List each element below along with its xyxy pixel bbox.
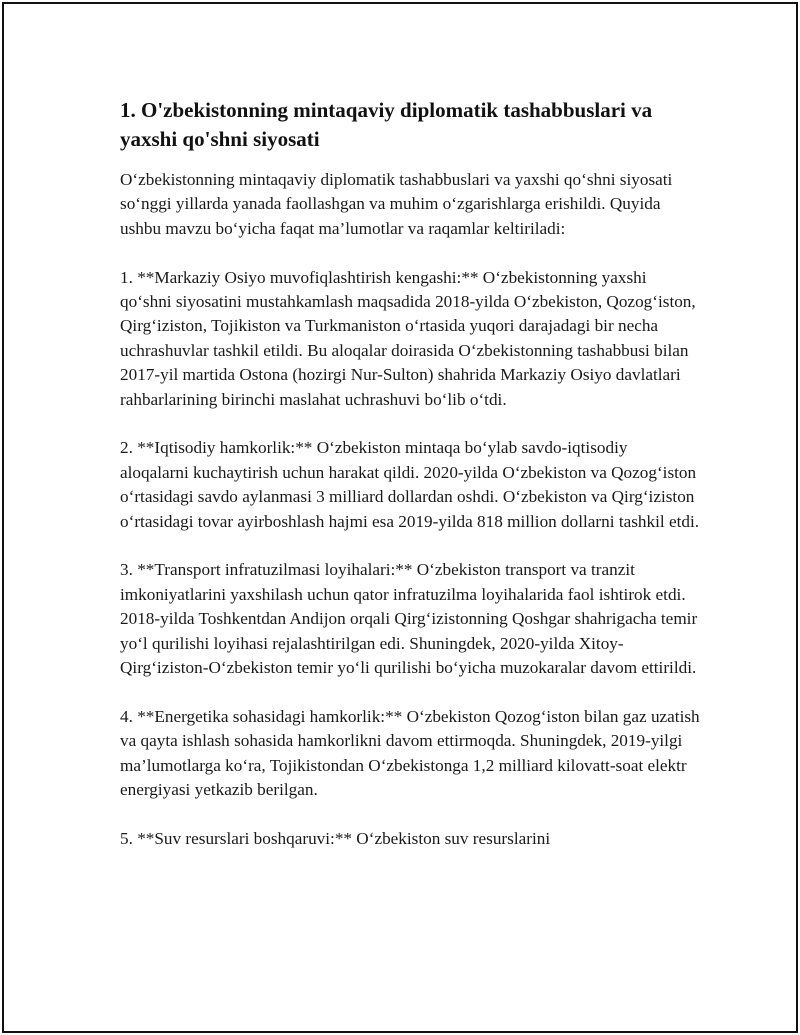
paragraph-energy-cooperation: 4. **Energetika sohasidagi hamkorlik:** O‘zbekiston Qozog‘iston bilan gaz uzatish va qayta ishlash sohasida hamkorlikni davom ettirmoqda. Shuningdek, 2019-yilgi ma’lumotlarga ko‘ra, Tojikistondan O‘zbekistonga 1,2 milliard kilovatt-soat elektr energiyasi yetkazib berilgan. (120, 706, 700, 800)
paragraph-central-asia-council: 1. **Markaziy Osiyo muvofiqlashtirish kengashi:** O‘zbekistonning yaxshi qo‘shni siyosatini mustahkamlash maqsadida 2018-yilda O‘zbekiston, Qozog‘iston, Qirg‘iziston, Tojikiston va Turkmaniston o‘rtasida yuqori darajadagi bir necha uchrashuvlar tashkil etildi. Bu aloqalar doirasida O‘zbekistonning tashabbusi bilan 2017-yil martida Ostona (hozirgi Nur-Sulton) shahrida Markaziy Osiyo davlatlari rahbarlarining birinchi maslahat uchrashuvi bo‘lib o‘tdi. (120, 267, 696, 409)
paragraph-transport-infrastructure: 3. **Transport infratuzilmasi loyihalari:** O‘zbekiston transport va tranzit imkoniyatlarini yaxshilash uchun qator infratuzilma loyihalarida faol ishtirok etdi. 2018-yilda Toshkentdan Andijon orqali Qirg‘izistonning Qoshgar shahrigacha temir yo‘l qurilishi loyihasi rejalashtirilgan edi. Shuningdek, 2020-yilda Xitoy-Qirg‘iziston-O‘zbekiston temir yo‘li qurilishi bo‘yicha muzokaralar davom ettirildi. (120, 560, 698, 678)
document-body (120, 96, 700, 876)
paragraph-water-resources: 5. **Suv resurslari boshqaruvi:** O‘zbekiston suv resurslarini (120, 828, 551, 848)
page-border (2, 2, 798, 1033)
section-heading: 1. O'zbekistonning mintaqaviy diplomatik tashabbuslari va yaxshi qo'shni siyosati (120, 98, 653, 151)
paragraph-economic-cooperation: 2. **Iqtisodiy hamkorlik:** O‘zbekiston mintaqa bo‘ylab savdo-iqtisodiy aloqalarni kuchaytirish uchun harakat qildi. 2020-yilda O‘zbekiston va Qozog‘iston o‘rtasidagi savdo aylanmasi 3 milliard dollardan oshdi. O‘zbekiston va Qirg‘iziston o‘rtasidagi tovar ayirboshlash hajmi esa 2019-yilda 818 million dollarni tashkil etdi. (120, 438, 700, 531)
intro-paragraph: O‘zbekistonning mintaqaviy diplomatik tashabbuslari va yaxshi qo‘shni siyosati so‘nggi yillarda yanada faollashgan va muhim o‘zgarishlarga erishildi. Quyida ushbu mavzu bo‘yicha faqat ma’lumotlar va raqamlar keltiriladi: (120, 170, 673, 238)
